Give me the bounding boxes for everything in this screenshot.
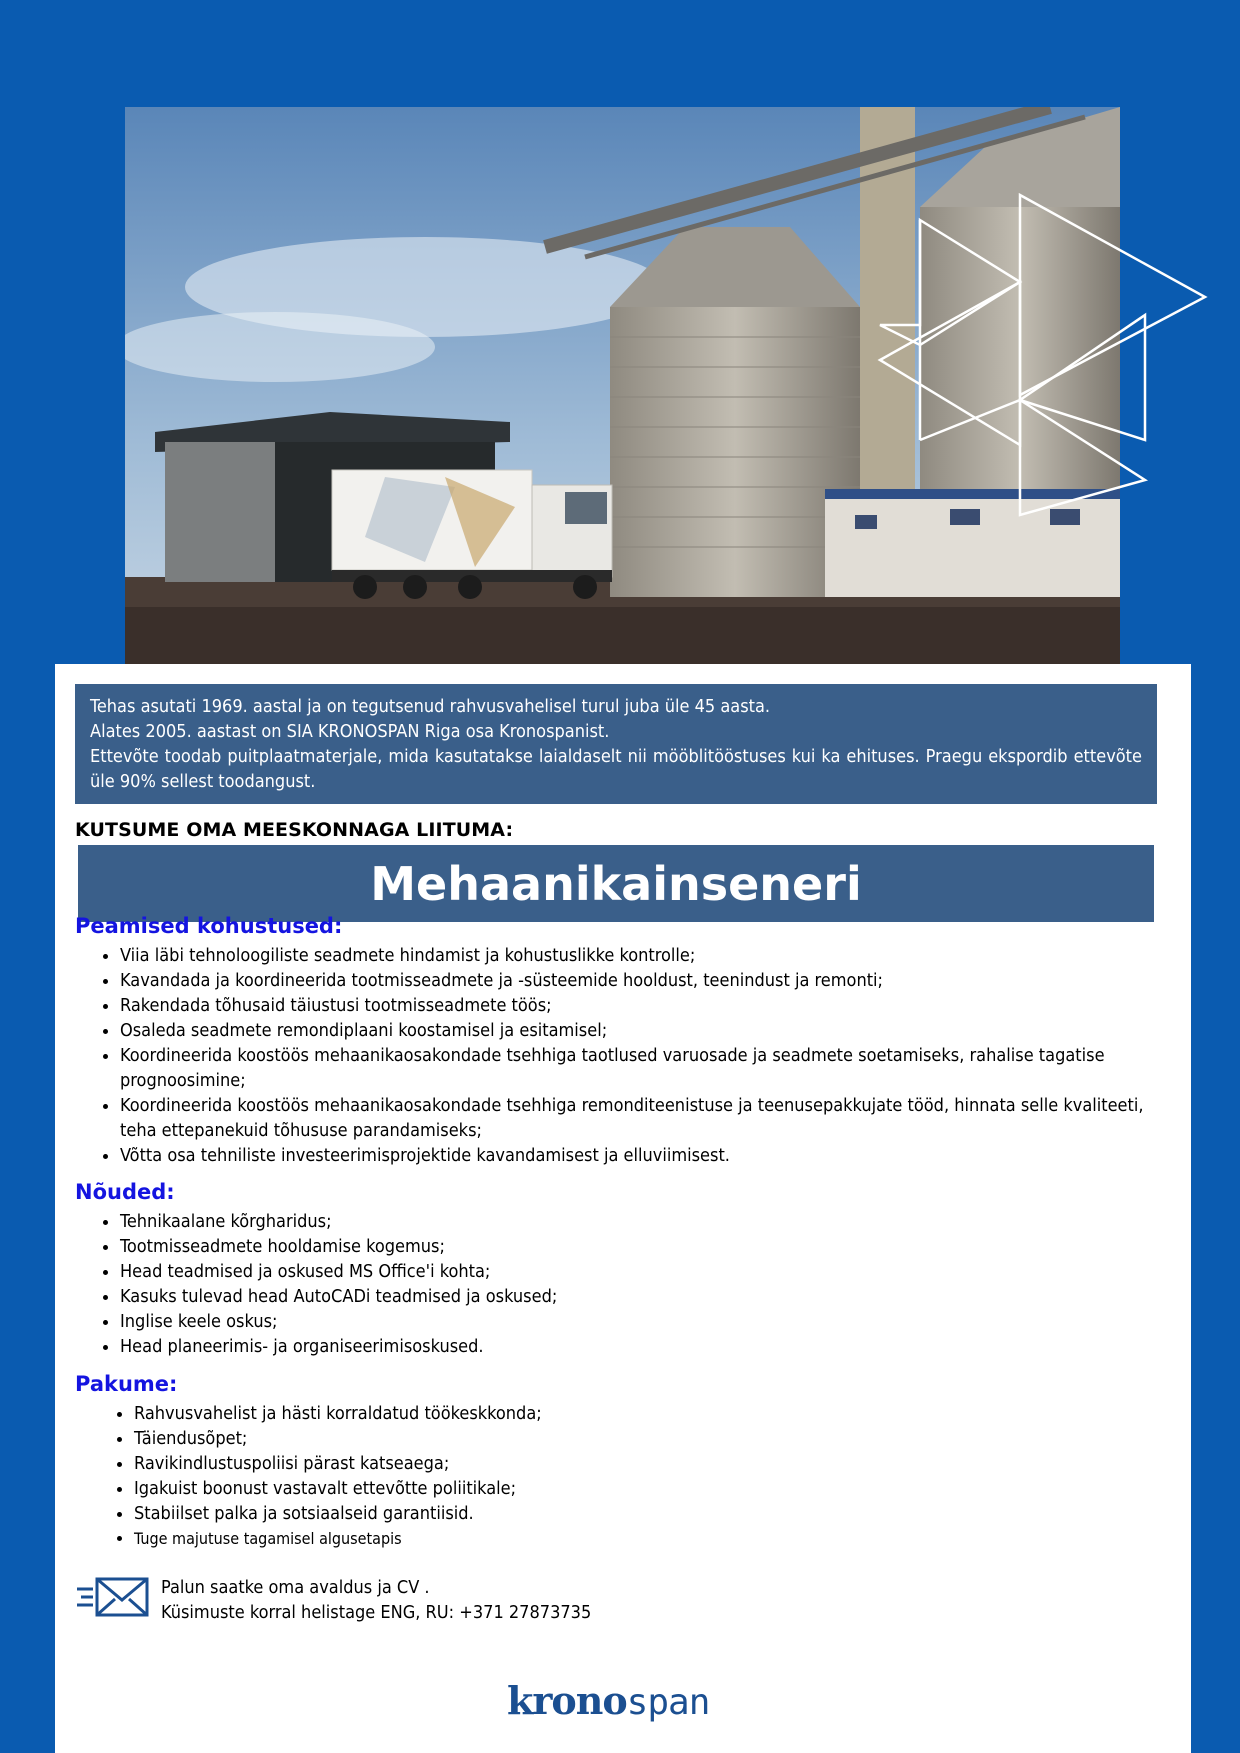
triangle-outline-decoration xyxy=(870,185,1210,525)
offer-heading: Pakume: xyxy=(75,1372,178,1396)
list-item: • Koordineerida koostöös mehaanikaosakondade tsehhiga taotlused varuosade ja seadmete soetamiseks, rahalise tagatise prognoosimine; xyxy=(120,1043,1170,1093)
duties-list xyxy=(90,943,1170,1168)
mail-envelope-icon xyxy=(75,1575,151,1619)
intro-line: Tehas asutati 1969. aastal ja on tegutsenud rahvusvahelisel turul juba üle 45 aasta. xyxy=(90,696,771,717)
job-title-banner xyxy=(78,845,1154,922)
list-item: • Koordineerida koostöös mehaanikaosakondade tsehhiga remonditeenistuse ja teenusepakkujate tööd, hinnata selle kvaliteeti, teha ettepanekuid tõhususe parandamiseks; xyxy=(120,1093,1170,1143)
list-item: • Igakuist boonust vastavalt ettevõtte poliitikale; xyxy=(134,1476,1170,1501)
kronospan-logo xyxy=(507,1678,709,1723)
list-item: • Rakendada tõhusaid täiustusi tootmisseadmete töös; xyxy=(120,993,1170,1018)
list-item: • Tuge majutuse tagamisel algusetapis xyxy=(134,1526,1170,1551)
contact-line-phone: Küsimuste korral helistage ENG, RU: +371 27873735 xyxy=(161,1602,592,1623)
job-title: Mehaanikainseneri xyxy=(370,856,862,911)
list-item: • Stabiilset palka ja sotsiaalseid garantiisid. xyxy=(134,1501,1170,1526)
requirements-heading: Nõuded: xyxy=(75,1180,175,1204)
logo-bold-part: krono xyxy=(507,1678,627,1723)
list-item: • Osaleda seadmete remondiplaani koostamisel ja esitamisel; xyxy=(120,1018,1170,1043)
contact-block xyxy=(75,1575,591,1625)
intro-line: Ettevõte toodab puitplaatmaterjale, mida kasutatakse laialdaselt nii mööblitööstuses kui ka ehituses. Praegu ekspordib ettevõte üle 90% sellest toodangust. xyxy=(90,746,1142,792)
list-item: • Ravikindlustuspoliisi pärast katseaega; xyxy=(134,1451,1170,1476)
logo-light-part: span xyxy=(626,1682,710,1723)
contact-line-application: Palun saatke oma avaldus ja CV . xyxy=(161,1577,430,1598)
company-intro-box xyxy=(75,684,1157,804)
intro-line: Alates 2005. aastast on SIA KRONOSPAN Riga osa Kronospanist. xyxy=(90,721,610,742)
offer-list xyxy=(90,1401,1170,1551)
list-item: • Täiendusõpet; xyxy=(134,1426,1170,1451)
list-item: • Head planeerimis- ja organiseerimisoskused. xyxy=(120,1334,1170,1359)
list-item: • Kavandada ja koordineerida tootmisseadmete ja -süsteemide hooldust, teenindust ja remonti; xyxy=(120,968,1170,993)
invite-heading: KUTSUME OMA MEESKONNAGA LIITUMA: xyxy=(75,819,514,841)
list-item: • Viia läbi tehnoloogiliste seadmete hindamist ja kohustuslikke kontrolle; xyxy=(120,943,1170,968)
list-item: • Tehnikaalane kõrgharidus; xyxy=(120,1209,1170,1234)
list-item: • Tootmisseadmete hooldamise kogemus; xyxy=(120,1234,1170,1259)
requirements-list xyxy=(90,1209,1170,1359)
list-item: • Rahvusvahelist ja hästi korraldatud töökeskkonda; xyxy=(134,1401,1170,1426)
list-item: • Kasuks tulevad head AutoCADi teadmised ja oskused; xyxy=(120,1284,1170,1309)
list-item: • Võtta osa tehniliste investeerimisprojektide kavandamisest ja elluviimisest. xyxy=(120,1143,1170,1168)
list-item: • Inglise keele oskus; xyxy=(120,1309,1170,1334)
duties-heading: Peamised kohustused: xyxy=(75,914,343,938)
list-item: • Head teadmised ja oskused MS Office'i kohta; xyxy=(120,1259,1170,1284)
